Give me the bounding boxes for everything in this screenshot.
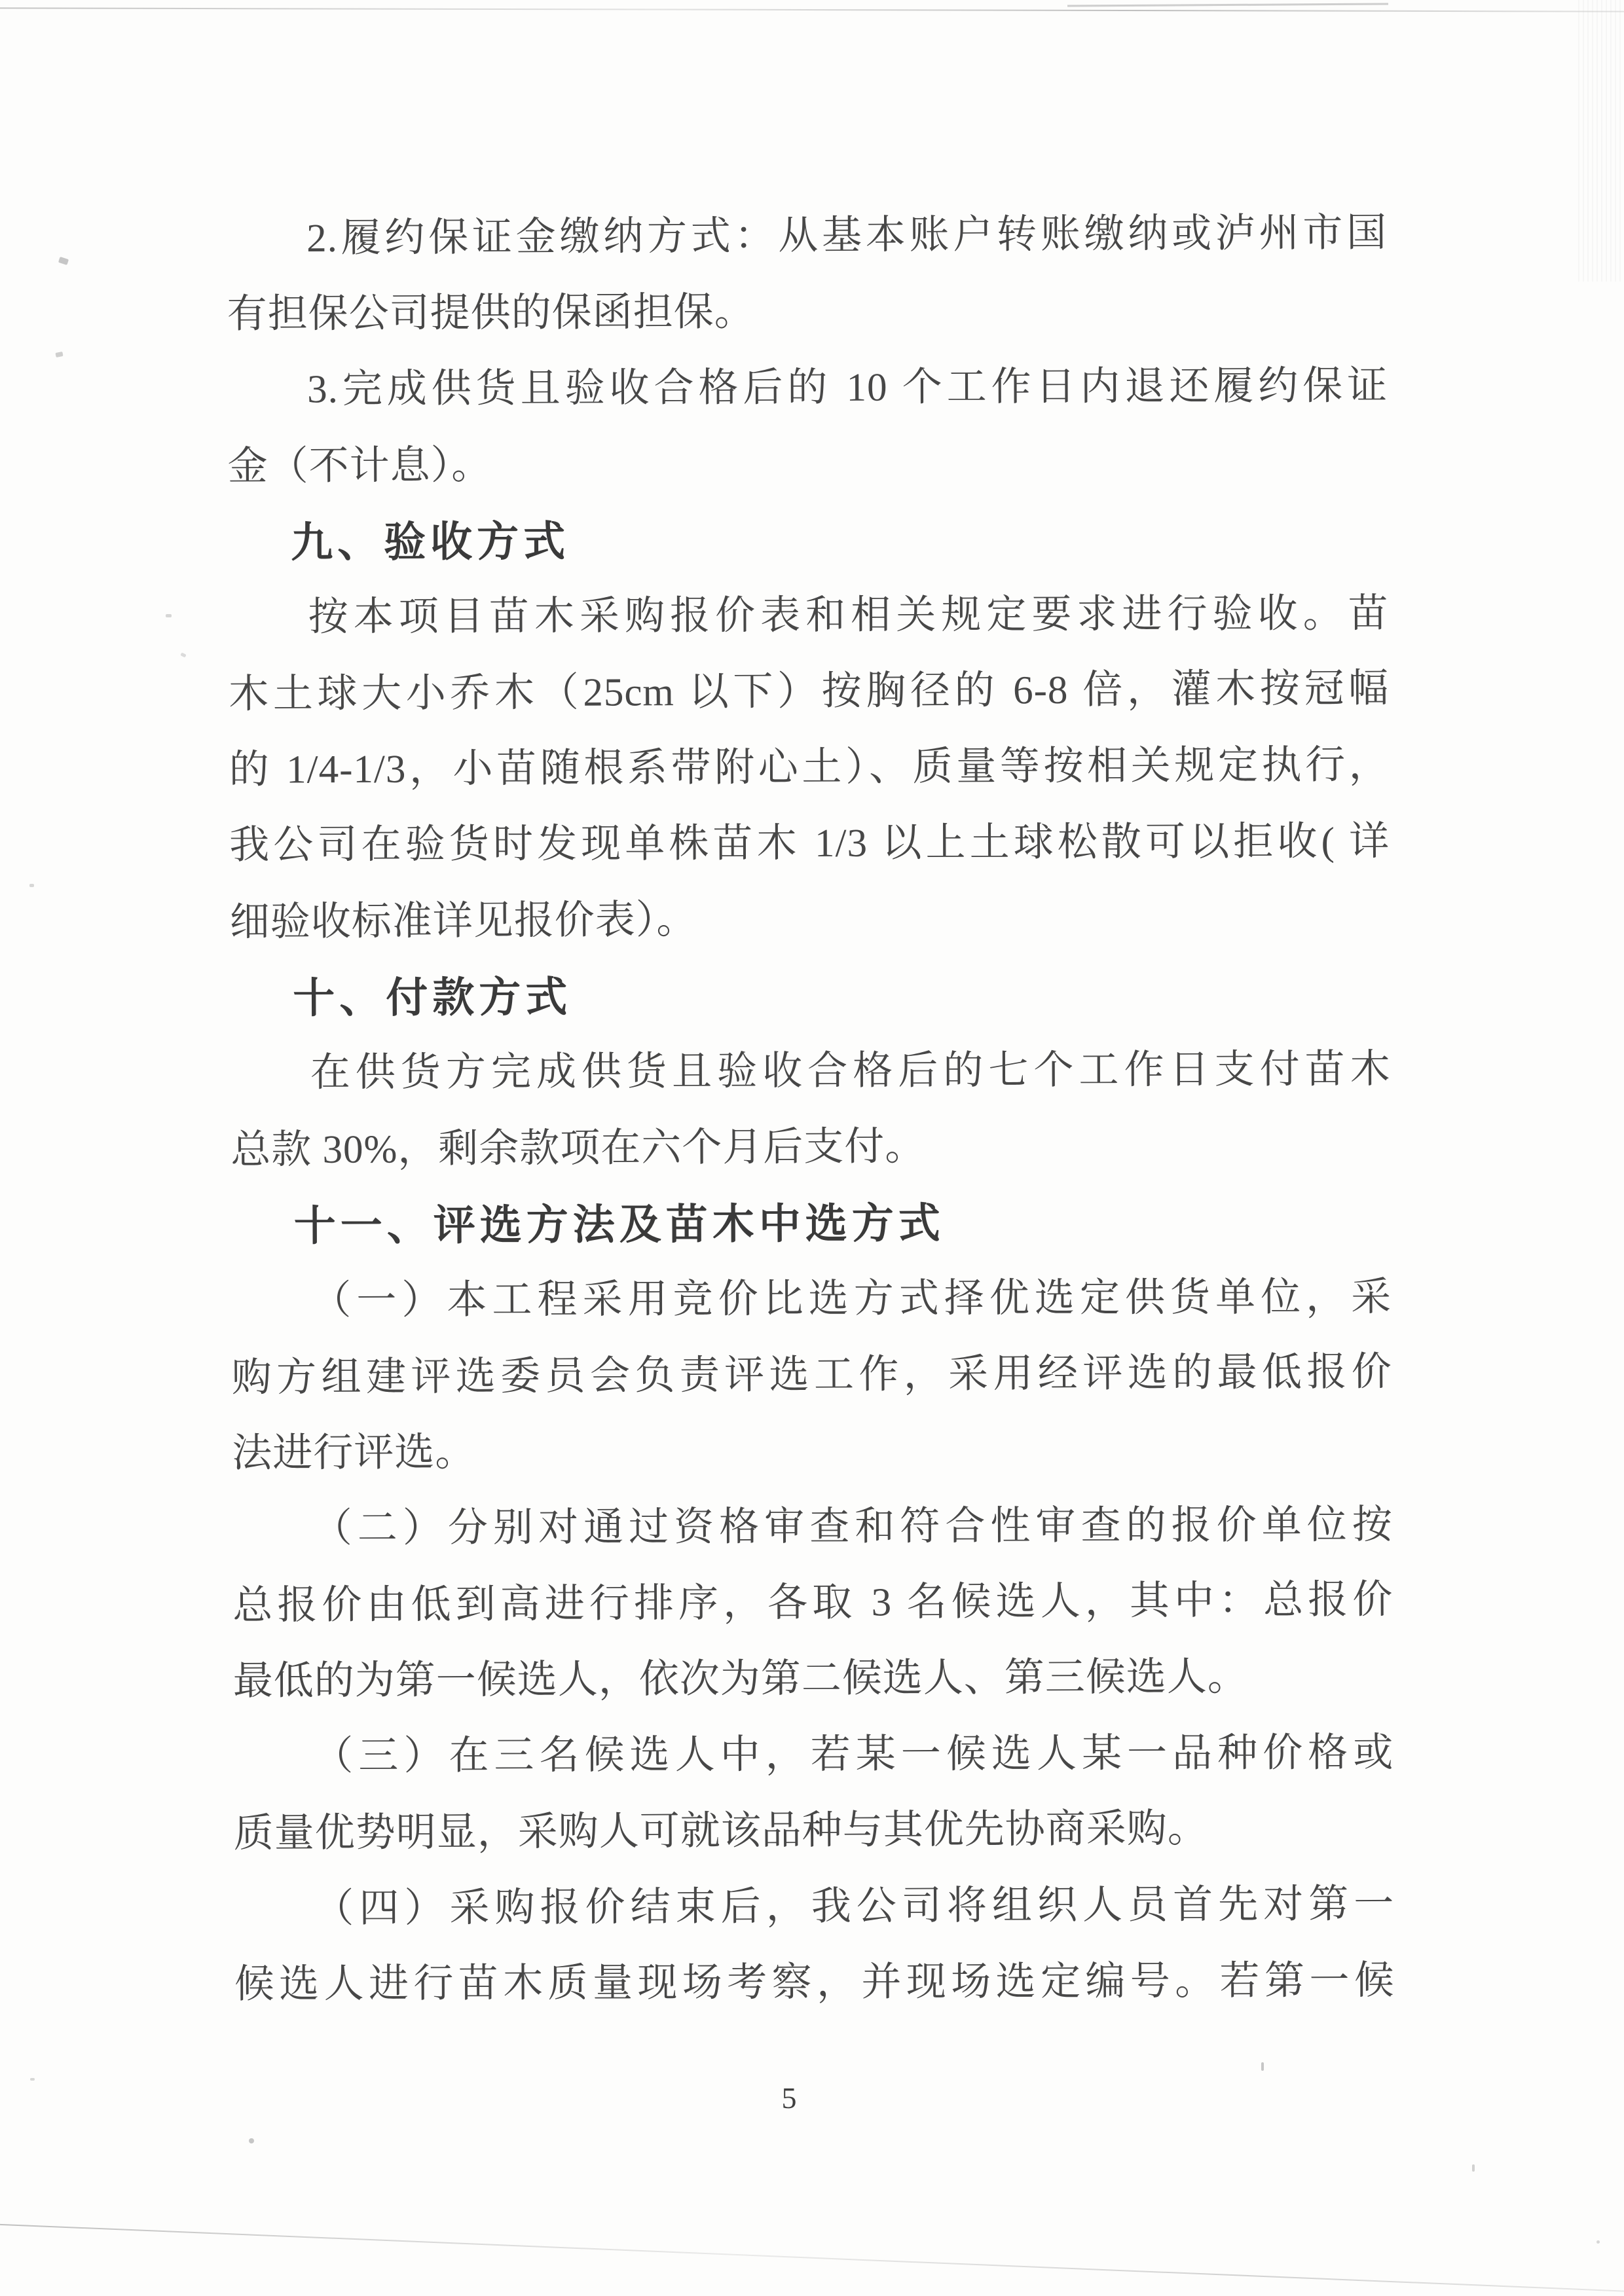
- scan-speck: [29, 884, 34, 887]
- text-line: 细验收标准详见报价表）。: [229, 898, 697, 945]
- scan-speck: [55, 352, 63, 357]
- text-line: （二）分别对通过资格审查和符合性审查的报价单位按: [312, 1503, 1393, 1551]
- document-body: [227, 196, 1395, 2024]
- scan-speck: [249, 2138, 254, 2143]
- text-line: 总款 30%，剩余款项在六个月后支付。: [231, 1125, 926, 1173]
- page-number: 5: [781, 2081, 797, 2115]
- text-line: （四）采购报价结束后，我公司将组织人员首先对第一: [314, 1882, 1395, 1931]
- text-line: 购方组建评选委员会负责评选工作，采用经评选的最低报价: [231, 1350, 1392, 1400]
- section-heading: 十、付款方式: [293, 973, 572, 1022]
- section-heading: 九、验收方式: [291, 517, 570, 566]
- text-line: （三）在三名候选人中，若某一候选人某一品种价格或: [313, 1731, 1394, 1779]
- text-line: 2.履约保证金缴纳方式：从基本账户转账缴纳或泸州市国: [306, 211, 1388, 261]
- text-line: 木土球大小乔木（25cm 以下）按胸径的 6-8 倍，灌木按冠幅: [229, 666, 1390, 717]
- scan-speck: [180, 653, 186, 658]
- scan-speck: [166, 614, 172, 617]
- text-line: 总报价由低到高进行排序，各取 3 名候选人，其中：总报价: [232, 1578, 1393, 1628]
- text-line: 质量优势明显，采购人可就该品种与其优先协商采购。: [233, 1806, 1208, 1856]
- text-line: 按本项目苗木采购报价表和相关规定要求进行验收。苗: [308, 592, 1389, 640]
- text-line: 金（不计息）。: [227, 443, 492, 489]
- text-line: 的 1/4-1/3，小苗随根系带附心土）、质量等按相关规定执行，: [229, 743, 1390, 792]
- text-line: 有担保公司提供的保函担保。: [227, 290, 755, 337]
- scan-speck: [58, 257, 69, 265]
- scan-texture-right-edge: [1578, 0, 1624, 282]
- section-heading: 十一、评选方法及苗木中选方式: [293, 1199, 945, 1250]
- text-line: 3.完成供货且验收合格后的 10 个工作日内退还履约保证: [307, 364, 1388, 412]
- text-line: （一）本工程采用竞价比选方式择优选定供货单位，采: [311, 1275, 1392, 1323]
- text-line: 在供货方完成供货且验收合格后的七个工作日支付苗木: [310, 1048, 1391, 1095]
- scan-speck: [1472, 2164, 1475, 2172]
- text-line: 候选人进行苗木质量现场考察，并现场选定编号。若第一候: [234, 1959, 1395, 2007]
- scan-speck: [30, 2078, 35, 2081]
- scan-edge-artifact-top-dark: [1067, 3, 1388, 7]
- text-line: 我公司在验货时发现单株苗木 1/3 以上土球松散可以拒收( 详: [229, 820, 1390, 867]
- scan-edge-artifact-top: [0, 7, 1624, 12]
- text-line: 最低的为第一候选人，依次为第二候选人、第三候选人。: [232, 1655, 1248, 1704]
- scan-edge-artifact-bottom: [0, 2223, 1624, 2293]
- scan-speck: [1596, 2240, 1600, 2244]
- scan-speck: [1261, 2062, 1264, 2071]
- text-line: 法进行评选。: [232, 1430, 476, 1476]
